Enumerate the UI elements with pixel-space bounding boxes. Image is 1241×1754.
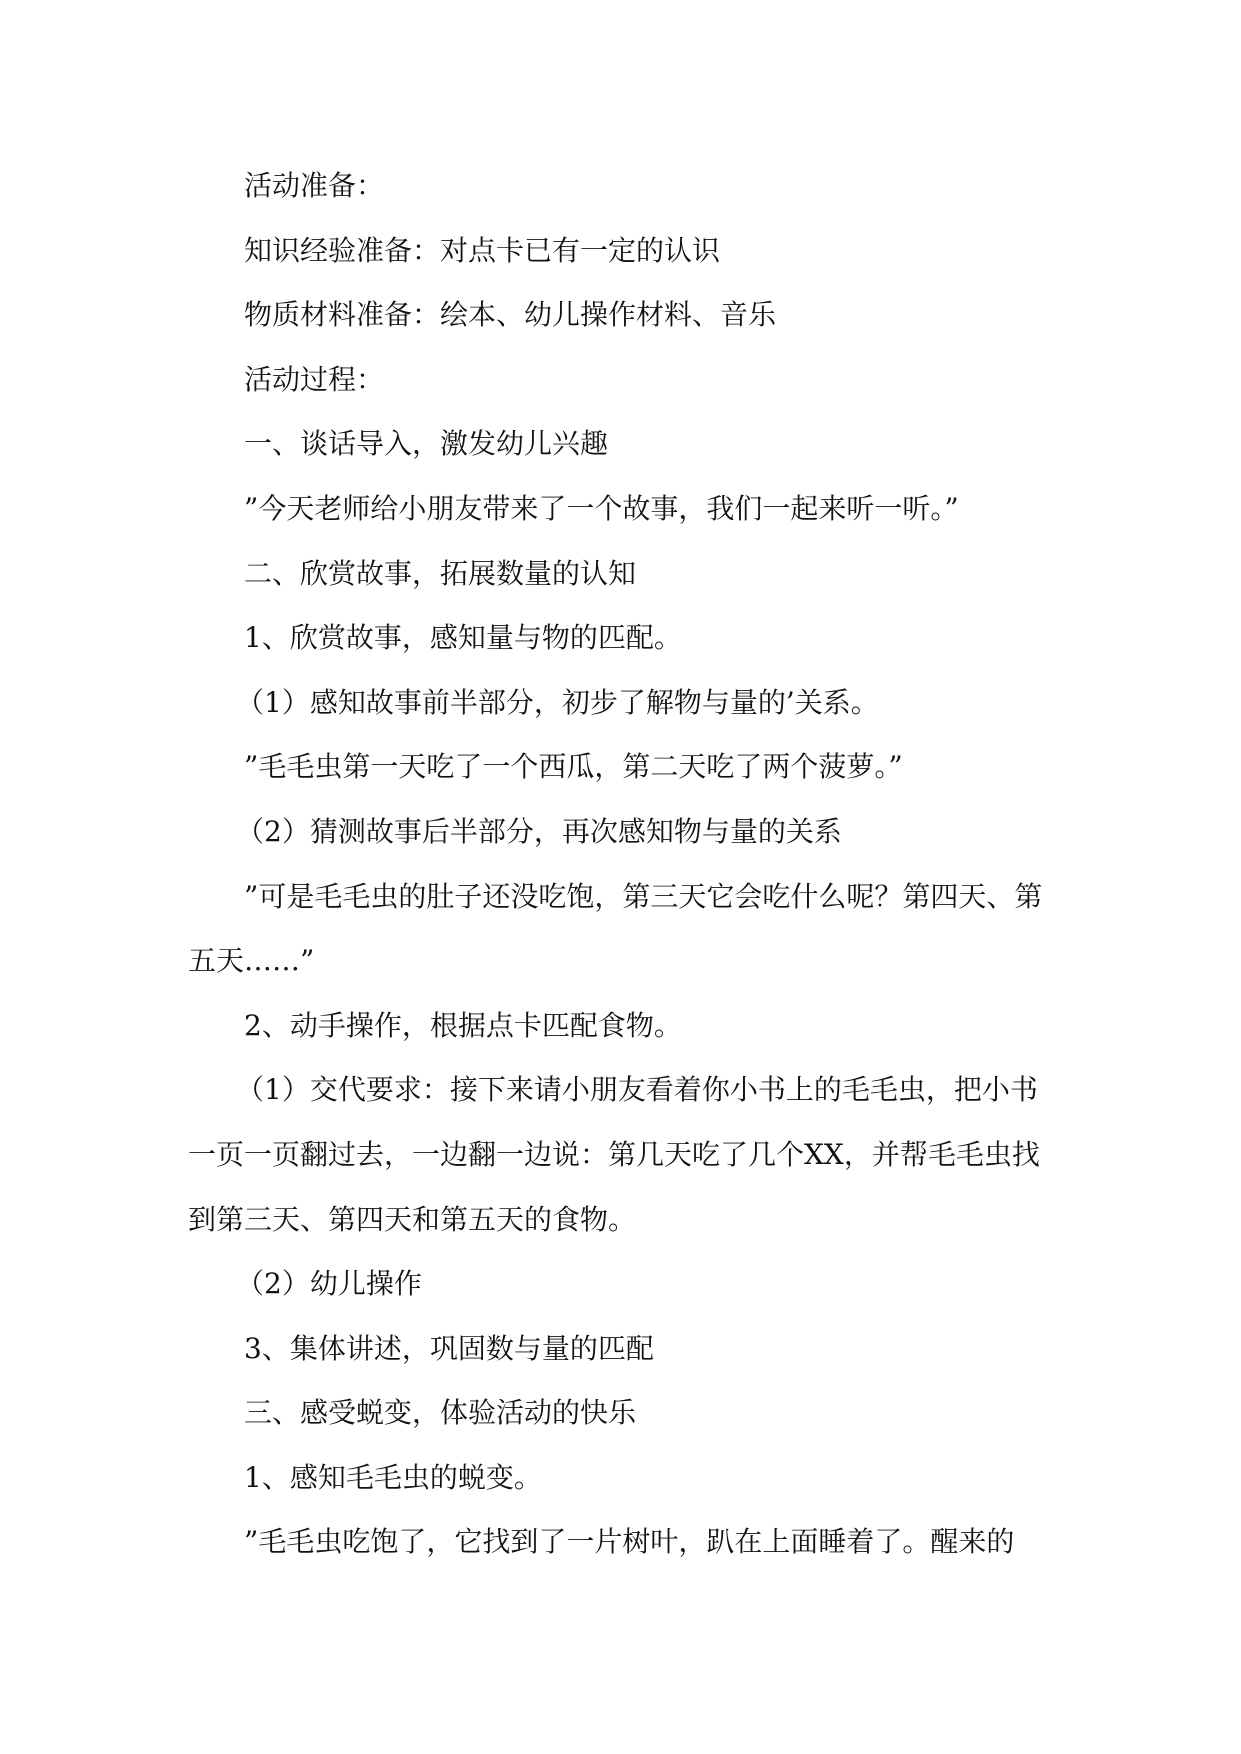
paragraph: 1、欣赏故事，感知量与物的匹配。 xyxy=(244,621,682,655)
paragraph: ”今天老师给小朋友带来了一个故事，我们一起来听一听。” xyxy=(244,491,959,525)
paragraph: 二、欣赏故事，拓展数量的认知 xyxy=(244,556,637,590)
paragraph: ”毛毛虫吃饱了，它找到了一片树叶，趴在上面睡着了。醒来的 xyxy=(244,1525,1015,1559)
paragraph: ”可是毛毛虫的肚子还没吃饱，第三天它会吃什么呢？第四天、第五天……” xyxy=(188,879,1043,978)
paragraph: （1）交代要求：接下来请小朋友看着你小书上的毛毛虫，把小书一页一页翻过去，一边翻一边说：第几天吃了几个XX，并帮毛毛虫找到第三天、第四天和第五天的食物。 xyxy=(188,1073,1040,1236)
paragraph: ”毛毛虫第一天吃了一个西瓜，第二天吃了两个菠萝。” xyxy=(244,750,903,784)
document-body xyxy=(188,154,1050,1575)
paragraph: （2）幼儿操作 xyxy=(236,1267,422,1301)
paragraph: 活动过程： xyxy=(244,362,385,396)
paragraph: 知识经验准备：对点卡已有一定的认识 xyxy=(244,233,721,267)
paragraph: 物质材料准备：绘本、幼儿操作材料、音乐 xyxy=(244,298,777,332)
paragraph: 三、感受蜕变，体验活动的快乐 xyxy=(244,1396,637,1430)
paragraph: 一、谈话导入，激发幼儿兴趣 xyxy=(244,427,609,461)
paragraph: 2、动手操作，根据点卡匹配食物。 xyxy=(244,1008,682,1042)
paragraph: 3、集体讲述，巩固数与量的匹配 xyxy=(244,1331,654,1365)
paragraph: （2）猜测故事后半部分，再次感知物与量的关系 xyxy=(236,814,842,848)
paragraph: 1、感知毛毛虫的蜕变。 xyxy=(244,1460,542,1494)
paragraph: 活动准备： xyxy=(244,169,385,202)
paragraph: （1）感知故事前半部分，初步了解物与量的’关系。 xyxy=(236,685,879,719)
